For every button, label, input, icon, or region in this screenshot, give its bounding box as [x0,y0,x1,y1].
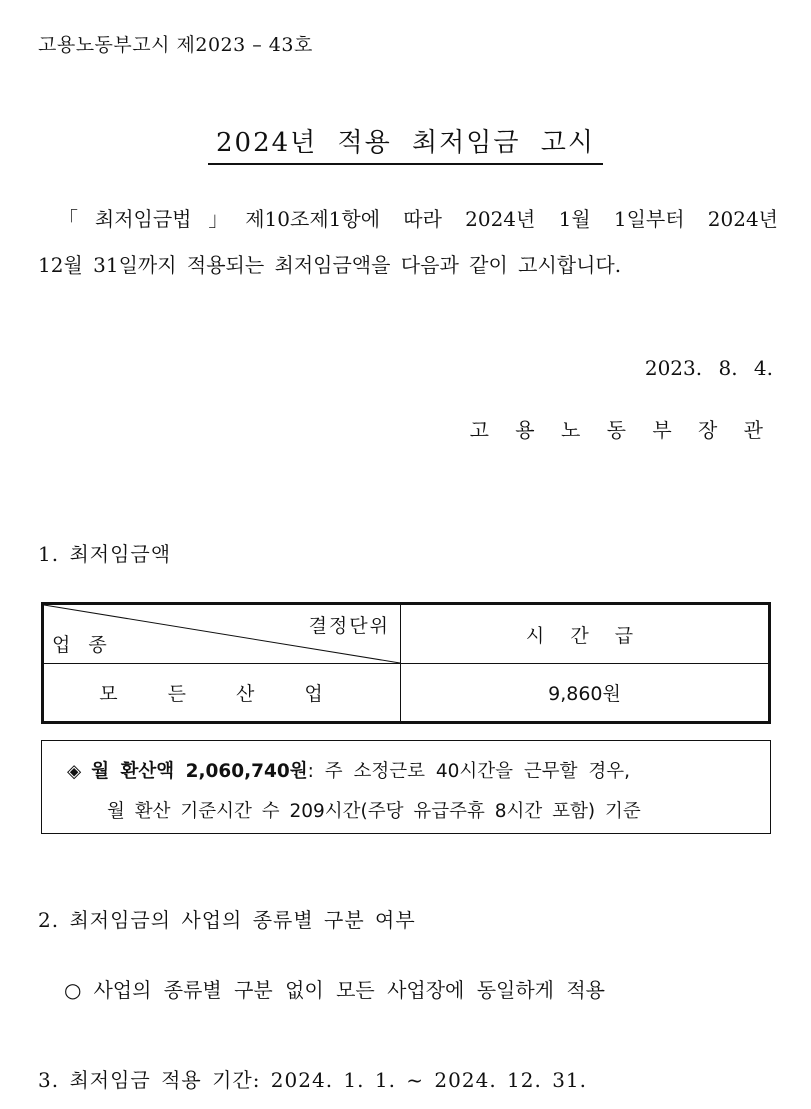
section-1-heading: 1. 최저임금액 [38,542,172,566]
monthly-amount: 월 환산액 2,060,740원 [91,761,308,782]
document-title-wrap [0,122,811,165]
section-2-heading: 2. 최저임금의 사업의 종류별 구분 여부 [38,908,416,932]
notice-number: 고용노동부고시 제2023 – 43호 [38,34,313,56]
section-2-item [64,974,605,1003]
document-title: 2024년 적용 최저임금 고시 [208,122,603,165]
notice-date: 2023. 8. 4. [644,356,773,380]
header-industry: 업 종 [52,634,113,656]
section-2-text: 사업의 종류별 구분 없이 모든 사업장에 동일하게 적용 [93,978,605,1002]
diamond-bullet-icon: ◈ [67,761,82,782]
monthly-condition: : 주 소정근로 40시간을 근무할 경우, [307,761,631,782]
minister-signature: 고 용 노 동 부 장 관 [469,418,773,442]
monthly-conversion-note [41,740,771,834]
header-hourly-wage: 시 간 급 [401,604,770,664]
minimum-wage-table [41,602,771,724]
table-header-row [43,604,770,664]
intro-line-1: 「최저임금법」제10조제1항에 따라 2024년 1월 1일부터 2024년 [58,207,778,231]
section-3-heading: 3. 최저임금 적용 기간: 2024. 1. 1. ~ 2024. 12. 31. [38,1068,588,1092]
circle-bullet-icon: ○ [64,978,82,1002]
hourly-wage-value: 9,860원 [401,664,770,723]
table-row [43,664,770,723]
diagonal-header-cell [43,604,401,664]
header-decision-unit: 결정단위 [308,615,390,637]
industry-all: 모 든 산 업 [43,664,401,723]
intro-line-2: 12월 31일까지 적용되는 최저임금액을 다음과 같이 고시합니다. [38,253,622,277]
intro-paragraph [38,196,778,288]
monthly-basis: 월 환산 기준시간 수 209시간(주당 유급주휴 8시간 포함) 기준 [107,801,641,822]
